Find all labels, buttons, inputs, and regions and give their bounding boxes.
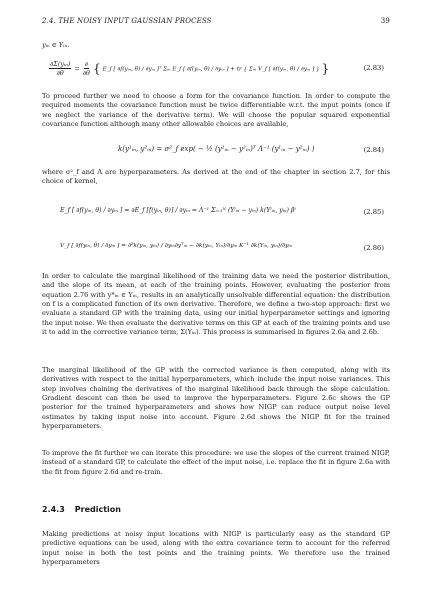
equation-2-86-body: V_f [ ∂f(yᵢₙ, θ) / ∂yᵢₙ ] = ∂²k(yᵢₙ, yᵢₙ) / ∂yᵢₙ∂yᵀᵢₙ − ∂k(yᵢₙ, Yᵢₙ)/∂yᵢₙ K⁻¹ ∂k(Yᵢₙ, yᵢₙ)/∂yᵢₙ <box>60 243 292 249</box>
eq283-derivative: $\frac{\partial}{\partial\theta}$ <box>82 60 90 77</box>
equation-2-86 <box>42 235 390 265</box>
paragraph-prediction: Making predictions at noisy input locations with NIGP is particularly easy as the standard GP predictive equations can be used, along with the extra covariance term to account for the referred input noise in both the test points and the training points. We therefore use the trained hyperparameters <box>42 530 390 567</box>
paragraph-iterate: To improve the fit further we can iterate this procedure: we use the slopes of the current trained NIGP, instead of a standard GP, to calculate the effect of the input noise, i.e. replace the fit in figure 2.6a with the fit from figure 2.6d and re-train. <box>42 449 390 476</box>
paragraph-covariance-choice: To proceed further we need to choose a form for the covariance function. In order to compute the required moments the covariance function must be twice differentiable w.r.t. the input points (once if we neglect the variance of the derivative term). We will choose the popular squared exponential covariance function although many other allowable choices are available, <box>42 92 390 129</box>
equation-number: (2.84) <box>363 146 384 154</box>
equation-2-84-body: k(y¹ᵢₙ, y²ᵢₙ) = σ²_f exp( − ½ (y¹ᵢₙ − y²ᵢₙ)ᵀ Λ⁻¹ (y¹ᵢₙ − y²ᵢₙ) ) <box>118 145 315 153</box>
subsection-number: 2.4.3 <box>42 505 65 514</box>
equation-2-85-body: E_f [ ∂f(yᵢₙ, θ) / ∂yᵢₙ ] = ∂E_f [f(yᵢₙ, θ)] / ∂yᵢₙ = Λ⁻¹ Σᵢ₌₁ᴺ (Yⁱᵢₙ − yᵢₙ) k(Yⁱᵢₙ, yᵢₙ) βⁱ <box>60 207 296 214</box>
equation-2-84 <box>42 141 390 161</box>
equation-number: (2.86) <box>363 244 384 252</box>
equation-number: (2.83) <box>363 64 384 72</box>
page-number: 39 <box>380 17 390 25</box>
paragraph-corrected-variance: The marginal likelihood of the GP with the corrected variance is then computed, along with its derivatives with respect to the initial hyperparameters, which include the input noise variances. This step involves chaining the derivatives of the marginal likelihood back through the slope calculation. Gradient descent can then be used to improve the hyperparameters. Figure 2.6c shows the GP posterior for the trained hyperparameters and shows how NIGP can reduce output noise level estimates by taking input noise into account. Figure 2.6d shows the NIGP fit for the trained hyperparameters. <box>42 366 390 431</box>
paragraph-hyperparameters: where σ²_f and Λ are hyperparameters. As derived at the end of the chapter in section 2.7, for this choice of kernel, <box>42 168 390 186</box>
equation-number: (2.85) <box>363 208 384 216</box>
lead-line: yᵢₙ ∈ Yᵢₙ. <box>42 41 70 49</box>
section-title: 2.4. THE NOISY INPUT GAUSSIAN PROCESS <box>42 17 212 25</box>
equation-2-83 <box>42 58 390 82</box>
running-header <box>42 17 390 25</box>
paragraph-marginal-likelihood: In order to calculate the marginal likelihood of the training data we need the posterior distribution, and the slope of its mean, at each of the training points. However, evaluating the posterior from equation 2.76 with y*ᵢₙ ∈ Yᵢₙ, results in an analytically unsolvable differential equation: the distribution on f is a complicated function of its own derivative. Therefore, we define a two-step approach: first we evaluate a standard GP with the training data, using our initial hyperparameter settings and ignoring the input noise. We then evaluate the derivative terms on this GP at each of the training points and use it to add in the corrective variance term, Σ(Yᵢₙ). This process is summarised in figures 2.6a and 2.6b. <box>42 272 390 337</box>
equation-2-85 <box>42 199 390 229</box>
subsection-heading <box>42 505 121 514</box>
eq283-middle: E_f [ ∂f(yᵢₙ, θ) / ∂yᵢₙ ]ᵀ Σᵢₙ E_f [ ∂f(yᵢₙ, θ) / ∂yᵢₙ ] + tr { Σᵢₙ V_f [ ∂f(yᵢₙ, θ) / ∂yᵢₙ ] } <box>102 66 320 73</box>
eq283-lhs: $\frac{\text{∂Σ(yᵢₙ)}}{\partial\theta}$ <box>50 60 71 77</box>
equation-2-83-body: $\frac{\text{∂Σ(yᵢₙ)}}{\partial\theta}$ = $\frac{\partial}{\partial\theta}$ { E_f [ ∂f(yᵢₙ, θ) / ∂yᵢₙ ]ᵀ Σᵢₙ E_f [ ∂f(yᵢₙ, θ) / ∂yᵢₙ ] + tr { Σᵢₙ V_f [ ∂f(yᵢₙ, θ) / ∂yᵢₙ ] } } <box>50 60 330 77</box>
subsection-title: Prediction <box>74 505 121 514</box>
